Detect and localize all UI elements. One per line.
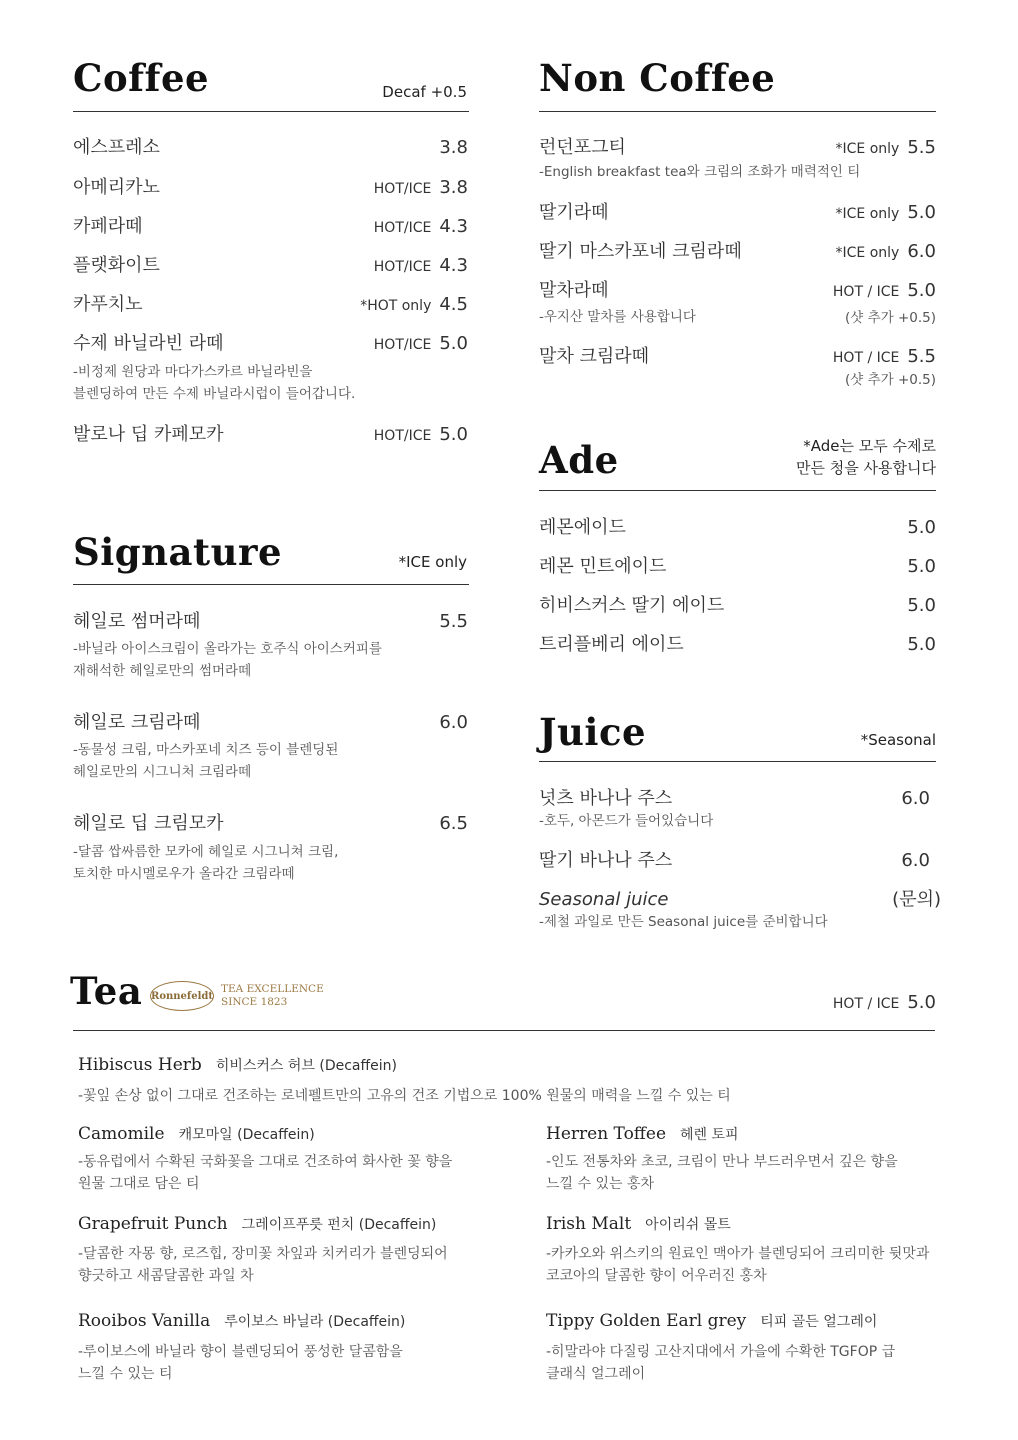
item-option: HOT / ICE bbox=[832, 350, 900, 366]
tea-item bbox=[78, 1214, 436, 1234]
item-price: 6.0 bbox=[907, 241, 936, 262]
item-description bbox=[73, 841, 473, 885]
tea-title: Tea bbox=[70, 969, 143, 1013]
item-price: 5.0 bbox=[907, 556, 936, 577]
desc-line: 향긋하고 새콤달콤한 과일 차 bbox=[78, 1268, 254, 1284]
desc-line: 재해석한 헤일로만의 썸머라떼 bbox=[73, 663, 252, 679]
tea-name: Herren Toffee bbox=[546, 1124, 667, 1144]
tea-description bbox=[546, 1243, 929, 1287]
menu-item bbox=[539, 591, 936, 617]
ade-divider bbox=[539, 490, 936, 491]
item-option: *ICE only bbox=[835, 206, 900, 222]
desc-line: 클래식 얼그레이 bbox=[546, 1366, 646, 1382]
item-option: HOT/ICE bbox=[373, 259, 432, 275]
item-description: -호두, 아몬드가 들어있습니다 bbox=[539, 813, 714, 829]
menu-item bbox=[73, 173, 468, 199]
item-name: 히비스커스 딸기 에이드 bbox=[539, 595, 725, 616]
menu-item bbox=[539, 513, 936, 539]
signature-title: Signature bbox=[73, 530, 283, 574]
tea-name: Hibiscus Herb bbox=[78, 1055, 202, 1075]
item-description: -우지산 말차를 사용합니다 bbox=[539, 309, 696, 325]
item-name: 말차 크림라떼 bbox=[539, 346, 650, 367]
menu-item bbox=[73, 212, 468, 238]
item-price: 4.3 bbox=[439, 216, 468, 237]
noncoffee-title: Non Coffee bbox=[539, 56, 776, 100]
desc-line: -히말라야 다질링 고산지대에서 가을에 수확한 TGFOP 급 bbox=[546, 1344, 896, 1360]
desc-line: -카카오와 위스키의 원료인 맥아가 블렌딩되어 크리미한 뒷맛과 bbox=[546, 1246, 930, 1262]
desc-line: -루이보스에 바닐라 향이 블렌딩되어 풍성한 달콤함을 bbox=[78, 1344, 403, 1360]
item-name: 런던포그티 bbox=[539, 137, 626, 158]
juice-divider bbox=[539, 761, 936, 762]
ronnefeldt-logo-tagline bbox=[221, 983, 324, 1009]
item-name: Seasonal juice bbox=[539, 889, 669, 910]
tea-korean-name: 루이보스 바닐라 (Decaffein) bbox=[224, 1314, 406, 1330]
menu-item bbox=[73, 708, 468, 734]
item-description bbox=[73, 739, 473, 783]
menu-item bbox=[73, 329, 468, 355]
menu-item bbox=[539, 133, 936, 159]
tea-item bbox=[78, 1124, 315, 1144]
desc-line: 토치한 마시멜로우가 올라간 크림라떼 bbox=[73, 866, 295, 882]
tea-korean-name: 히비스커스 허브 (Decaffein) bbox=[215, 1058, 397, 1074]
menu-item bbox=[73, 133, 468, 159]
item-name: 레몬 민트에이드 bbox=[539, 556, 667, 577]
tea-description bbox=[78, 1151, 452, 1195]
item-name: 넛츠 바나나 주스 bbox=[539, 788, 673, 809]
note-line: *Ade는 모두 수제로 bbox=[803, 437, 936, 455]
item-option: *HOT only bbox=[360, 298, 432, 314]
menu-item bbox=[73, 251, 468, 277]
item-name: 발로나 딥 카페모카 bbox=[73, 424, 224, 445]
desc-line: 코코아의 달콤한 향이 어우러진 홍차 bbox=[546, 1268, 767, 1284]
item-name: 에스프레소 bbox=[73, 137, 160, 158]
item-price: 6.0 bbox=[901, 850, 930, 871]
item-name: 딸기라떼 bbox=[539, 202, 609, 223]
tea-description bbox=[546, 1341, 895, 1385]
item-description bbox=[73, 638, 473, 682]
signature-divider bbox=[73, 584, 469, 585]
tea-item bbox=[546, 1214, 731, 1234]
tea-price: 5.0 bbox=[907, 992, 936, 1013]
item-option: *ICE only bbox=[835, 245, 900, 261]
item-option: *ICE only bbox=[835, 141, 900, 157]
desc-line: -비정제 원당과 마다가스카르 바닐라빈을 bbox=[73, 364, 313, 380]
item-name: 플랫화이트 bbox=[73, 255, 160, 276]
menu-item bbox=[73, 607, 468, 633]
item-name: 딸기 바나나 주스 bbox=[539, 850, 673, 871]
item-price: 6.0 bbox=[439, 712, 468, 733]
menu-item bbox=[539, 276, 936, 302]
desc-line: 헤일로만의 시그니처 크림라떼 bbox=[73, 764, 252, 780]
tea-item-hibiscus bbox=[78, 1055, 397, 1075]
desc-line: -달콤한 자몽 향, 로즈힙, 장미꽃 차잎과 치커리가 블렌딩되어 bbox=[78, 1246, 448, 1262]
tea-name: Camomile bbox=[78, 1124, 165, 1144]
item-price: 5.0 bbox=[907, 634, 936, 655]
tea-name: Rooibos Vanilla bbox=[78, 1311, 211, 1331]
item-price: 5.0 bbox=[907, 280, 936, 301]
ade-title: Ade bbox=[539, 438, 619, 482]
menu-item bbox=[73, 809, 468, 835]
menu-item bbox=[539, 630, 936, 656]
item-name: 트리플베리 에이드 bbox=[539, 634, 684, 655]
tea-korean-name: 티피 골든 얼그레이 bbox=[760, 1314, 878, 1330]
desc-line: -동유럽에서 수확된 국화꽃을 그대로 건조하여 화사한 꽃 향을 bbox=[78, 1154, 453, 1170]
item-option: HOT/ICE bbox=[373, 428, 432, 444]
item-description bbox=[73, 361, 473, 405]
item-option: HOT / ICE bbox=[832, 284, 900, 300]
desc-line: -동물성 크림, 마스카포네 치즈 등이 블렌딩된 bbox=[73, 742, 339, 758]
tea-description bbox=[546, 1151, 898, 1195]
tea-name: Irish Malt bbox=[546, 1214, 632, 1234]
tea-divider bbox=[73, 1030, 935, 1031]
item-name: 헤일로 딥 크림모카 bbox=[73, 813, 224, 834]
desc-line: -달콤 쌉싸름한 모카에 헤일로 시그니쳐 크림, bbox=[73, 844, 339, 860]
desc-line: 원물 그대로 담은 티 bbox=[78, 1176, 200, 1192]
menu-item bbox=[539, 198, 936, 224]
logo-line: TEA EXCELLENCE bbox=[221, 983, 324, 995]
item-price: 5.5 bbox=[439, 611, 468, 632]
tea-name: Tippy Golden Earl grey bbox=[546, 1311, 747, 1331]
tea-korean-name: 캐모마일 (Decaffein) bbox=[178, 1127, 315, 1143]
juice-seasonal-note: *Seasonal bbox=[860, 731, 936, 749]
item-price: 4.5 bbox=[439, 294, 468, 315]
item-price: 5.0 bbox=[439, 424, 468, 445]
logo-line: SINCE 1823 bbox=[221, 996, 288, 1008]
juice-title: Juice bbox=[539, 710, 647, 754]
menu-item bbox=[539, 342, 936, 368]
tea-description: -꽃잎 손상 없이 그대로 건조하는 로네펠트만의 고유의 건조 기법으로 100% 원물의 매력을 느낄 수 있는 티 bbox=[78, 1088, 731, 1104]
menu-item bbox=[539, 846, 930, 872]
item-price: 5.0 bbox=[907, 517, 936, 538]
item-price: 6.0 bbox=[901, 788, 930, 809]
item-name: 카페라떼 bbox=[73, 216, 143, 237]
tea-description bbox=[78, 1341, 403, 1385]
tea-option: HOT / ICE bbox=[832, 996, 900, 1012]
tea-item bbox=[546, 1124, 739, 1144]
signature-ice-note: *ICE only bbox=[398, 553, 467, 571]
item-option: HOT/ICE bbox=[373, 337, 432, 353]
tea-korean-name: 그레이프푸릇 펀치 (Decaffein) bbox=[241, 1217, 437, 1233]
coffee-divider bbox=[73, 111, 469, 112]
desc-line: 블렌딩하여 만든 수제 바닐라시럽이 들어갑니다. bbox=[73, 386, 356, 402]
item-name: 헤일로 썸머라떼 bbox=[73, 611, 201, 632]
desc-line: 느낄 수 있는 홍차 bbox=[546, 1176, 655, 1192]
menu-item bbox=[539, 237, 936, 263]
note-line: 만든 청을 사용합니다 bbox=[796, 458, 936, 477]
ronnefeldt-logo-mark: Ronnefeldt bbox=[150, 981, 214, 1011]
menu-item bbox=[73, 420, 468, 446]
noncoffee-divider bbox=[539, 111, 936, 112]
item-price: 5.0 bbox=[907, 202, 936, 223]
shot-extra: (샷 추가 +0.5) bbox=[844, 372, 936, 388]
item-price: 3.8 bbox=[439, 137, 468, 158]
tea-description bbox=[78, 1243, 448, 1287]
item-name: 레몬에이드 bbox=[539, 517, 626, 538]
menu-item bbox=[539, 784, 930, 810]
tea-price-row bbox=[833, 992, 936, 1013]
item-name: 헤일로 크림라떼 bbox=[73, 712, 201, 733]
item-price: 5.0 bbox=[439, 333, 468, 354]
item-price: 6.5 bbox=[439, 813, 468, 834]
item-name: 말차라떼 bbox=[539, 280, 609, 301]
coffee-title: Coffee bbox=[73, 56, 210, 100]
item-price: 5.5 bbox=[907, 346, 936, 367]
menu-item bbox=[539, 552, 936, 578]
menu-item bbox=[539, 885, 941, 911]
shot-extra: (샷 추가 +0.5) bbox=[844, 310, 936, 326]
tea-name: Grapefruit Punch bbox=[78, 1214, 228, 1234]
item-option: HOT/ICE bbox=[373, 181, 432, 197]
menu-item bbox=[73, 290, 468, 316]
item-price: 5.0 bbox=[907, 595, 936, 616]
item-price: (문의) bbox=[892, 889, 941, 910]
tea-korean-name: 아이리쉬 몰트 bbox=[645, 1217, 731, 1233]
coffee-decaf-note: Decaf +0.5 bbox=[382, 83, 467, 101]
item-price: 5.5 bbox=[907, 137, 936, 158]
item-price: 4.3 bbox=[439, 255, 468, 276]
item-description: -English breakfast tea와 크림의 조화가 매력적인 티 bbox=[539, 164, 861, 180]
item-name: 카푸치노 bbox=[73, 294, 143, 315]
tea-item bbox=[546, 1311, 877, 1331]
ronnefeldt-logo bbox=[150, 981, 324, 1011]
desc-line: -바닐라 아이스크림이 올라가는 호주식 아이스커피를 bbox=[73, 641, 382, 657]
tea-korean-name: 헤렌 토피 bbox=[680, 1127, 739, 1143]
desc-line: -인도 전통차와 초코, 크림이 만나 부드러우면서 깊은 향을 bbox=[546, 1154, 898, 1170]
item-name: 딸기 마스카포네 크림라떼 bbox=[539, 241, 742, 262]
desc-line: 느낄 수 있는 티 bbox=[78, 1366, 173, 1382]
tea-item bbox=[78, 1311, 405, 1331]
item-price: 3.8 bbox=[439, 177, 468, 198]
item-name: 아메리카노 bbox=[73, 177, 160, 198]
item-name: 수제 바닐라빈 라떼 bbox=[73, 333, 224, 354]
ade-note bbox=[796, 436, 936, 480]
item-option: HOT/ICE bbox=[373, 220, 432, 236]
item-description: -제철 과일로 만든 Seasonal juice를 준비합니다 bbox=[539, 914, 828, 930]
